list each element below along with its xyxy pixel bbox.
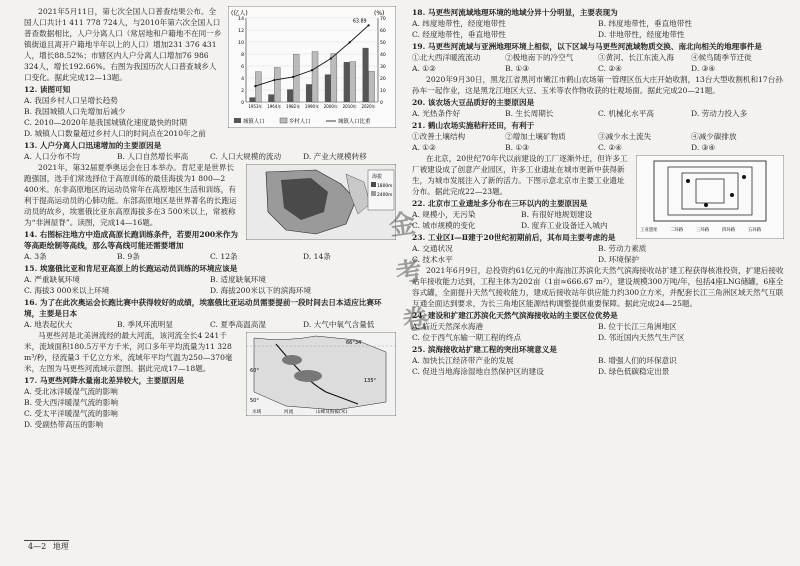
q23-stem: 23. 工业区Ⅰ—Ⅱ建于20世纪初期前后，其布局主要考虑的是 [412, 233, 616, 242]
industrial-site-marker [686, 179, 690, 183]
q19-items [412, 52, 784, 63]
chart-unit-label: (亿人) [231, 10, 248, 17]
q24-option-a[interactable]: A. 临近天然深水海港 [412, 322, 484, 331]
chart-y-tick-label: 4 [241, 77, 244, 82]
q12-option-b[interactable]: B. 我国城镇人口先增加后减少 [24, 107, 126, 116]
left-column [24, 6, 396, 430]
q21-choice-d[interactable]: D. ③④ [691, 143, 716, 152]
q22-stem: 22. 北京市工业遗址多分布在三环以内的主要原因是 [412, 199, 588, 208]
chart-point-rate [292, 76, 294, 78]
q24-stem: 24. 建设和扩建江苏滨化天然气滨海接收站的主要区位优势是 [412, 311, 618, 320]
q17-option-a[interactable]: A. 受北冰洋暖湿气流的影响 [24, 387, 118, 396]
chart-bar-rural [350, 62, 356, 102]
mackenzie-map-svg [246, 332, 396, 416]
q22-option-b[interactable]: B. 有很好地规划建设 [521, 210, 593, 219]
q19-item-4: ④候鸟随季节迁徙 [691, 53, 752, 62]
q22-options [412, 209, 630, 231]
chart-point-rate [254, 85, 256, 87]
q15-options [24, 274, 396, 296]
q17-stem: 17. 马更些河降水量南北差异较大，主要原因是 [24, 376, 185, 385]
q14-options [24, 251, 396, 262]
chart-bar-rural [312, 52, 318, 102]
q18-option-d[interactable]: D. 非地带性，经度地带性 [598, 30, 685, 39]
industrial-site-marker [742, 175, 746, 179]
page-number: 4—2 [28, 542, 47, 551]
legend-swatch-rural [280, 118, 287, 123]
q21-item-3: ③减少水土流失 [598, 132, 652, 141]
intro-12-13: 2021年5月11日，第七次全国人口普查结果公布。全国人口共计1 411 778 724人，与2010年第六次全国人口普查数据相比，人户分离人口（常居地和户籍地不在同一乡镇街道且离开户籍地半年以上的人口）增加231 376 431人，增长88.52%；市辖区内人户分离人口增加76 986 324人，增长192.66%。右图为我国历次人口普查城乡人口变化。据此完成12—13题。 [24, 7, 222, 82]
q24-option-b[interactable]: B. 位于长江三角洲地区 [598, 322, 677, 331]
q20-stem: 20. 该农场大豆品质好的主要原因是 [412, 98, 535, 107]
chart-y2-tick-label: 70 [380, 17, 386, 22]
east-africa-map [246, 164, 396, 240]
chart-y-tick-label: 14 [238, 17, 244, 22]
q15-option-c[interactable]: C. 海拔3 000米以上环境 [24, 286, 110, 295]
q16-option-d[interactable]: D. 大气中氧气含量低 [303, 320, 375, 329]
q20-option-d[interactable]: D. 劳动力投入多 [691, 109, 748, 118]
q16-option-c[interactable]: C. 夏季高温高湿 [210, 320, 266, 329]
intro-17-18: 马更些河是北美洲流经的最大河流，该河流全长4 241千米，流域面积180.5万平方千米，河口多年平均流量为11 328 m³/秒，径流量3 千亿立方米，流域年平均气温为250—370毫米，左图为马更些河流域示意图。据此完成17—18题。 [24, 331, 233, 373]
q20-options [412, 108, 784, 119]
q13-option-b[interactable]: B. 人口自然增长率高 [117, 152, 189, 161]
intro-22-23: 在北京，20世纪70年代以前建设的工厂逐渐外迁，但许多工厂被建设成了创意产业园区，许多工业遗址在城市更新中获得新生，为城市发展注入了新的活力。下图示意北京市主要工业遗址分布。据此完成22—23题。 [412, 154, 628, 196]
q25-option-b[interactable]: B. 增强人们的环保意识 [598, 356, 677, 365]
chart-bar-urban [344, 62, 350, 102]
industrial-site-marker [730, 193, 734, 197]
q20-option-b[interactable]: B. 生长周期长 [505, 109, 554, 118]
q23-options [412, 243, 784, 265]
q13-option-d[interactable]: D. 产业大规模转移 [303, 152, 367, 161]
chart-bar-urban [268, 94, 274, 102]
great-bear-lake-shape [282, 355, 302, 365]
q21-choice-c[interactable]: C. ②④ [598, 143, 622, 152]
beijing-map-svg [636, 155, 784, 239]
map3-legend-e: 五环路 [748, 228, 762, 233]
chart-x-tick-label: 2000年 [323, 104, 338, 109]
chart-data-label-rate: 63.89 [352, 19, 367, 25]
q21-item-1: ①改善土壤结构 [412, 132, 466, 141]
map2-lon-label: 135° [364, 378, 377, 384]
chart-bar-urban [306, 84, 312, 102]
beijing-map [636, 155, 784, 239]
q24-option-d[interactable]: D. 邻近国内天然气生产区 [598, 333, 685, 342]
q25-option-d[interactable]: D. 绿色低碳稳定出景 [598, 367, 670, 376]
population-chart [228, 6, 396, 128]
chart-y-tick-label: 10 [238, 41, 244, 46]
q16-option-a[interactable]: A. 地表起伏大 [24, 320, 73, 329]
q18-options [412, 18, 784, 40]
q25-options [412, 355, 784, 377]
great-slave-lake-shape [294, 370, 322, 382]
industrial-site-marker [704, 203, 708, 207]
q14-option-c[interactable]: C. 12条 [210, 252, 238, 261]
q21-choice-a[interactable]: A. ①② [412, 143, 436, 152]
q19-choices [412, 63, 784, 74]
q18-option-a[interactable]: A. 纬度地带性，经度地带性 [412, 19, 506, 28]
chart-x-tick-label: 1982年 [286, 104, 301, 109]
chart-bar-rural [293, 54, 299, 102]
q17-option-b[interactable]: B. 受大西洋暖湿气流的影响 [24, 398, 118, 407]
chart-bar-rural [255, 72, 261, 102]
q25-stem: 25. 滨海接收站扩建工程的突出环境意义是 [412, 345, 557, 354]
chart-y2-tick-label: 60 [380, 29, 386, 34]
q15-option-b[interactable]: B. 适度缺氧环境 [210, 275, 266, 284]
q23-option-d[interactable]: D. 环境保护 [598, 255, 640, 264]
q19-item-1: ①北大西洋暖流流动 [412, 53, 481, 62]
chart-x-tick-label: 1953年 [248, 104, 263, 109]
q23-option-a[interactable]: A. 交通状况 [412, 244, 453, 253]
q12-option-c[interactable]: C. 2010—2020年是我国城镇化速度最快的时期 [24, 118, 187, 127]
q17-option-d[interactable]: D. 受副热带高压的影响 [24, 420, 103, 429]
q19-choice-d[interactable]: D. ③④ [691, 64, 716, 73]
population-chart-svg [228, 6, 396, 128]
q23-option-b[interactable]: B. 劳动力素质 [598, 244, 647, 253]
chart-y2-tick-label: 20 [380, 77, 386, 82]
q12-stem: 12. 读图可知 [24, 85, 71, 94]
chart-x-tick-label: 2010年 [342, 104, 357, 109]
chart-y-tick-label: 8 [241, 53, 244, 58]
chart-bar-rural [274, 67, 280, 102]
q18-option-b[interactable]: B. 纬度地带性，垂直地带性 [598, 19, 692, 28]
q25-option-a[interactable]: A. 加快长江经济带产业的发展 [412, 356, 514, 365]
q19-stem: 19. 马更些河流域与亚洲地理环境上相似，以下区域与马更些河流域物质交换、南北向相关的地理事件是 [412, 42, 762, 51]
chart-y2-tick-label: 50 [380, 41, 386, 46]
q15-option-d[interactable]: D. 海拔200米以下的滨海环境 [210, 286, 312, 295]
q15-option-a[interactable]: A. 严重缺氧环境 [24, 275, 80, 284]
q23-option-c[interactable]: C. 技术水平 [412, 255, 453, 264]
q19-item-2: ②极地南下的冷空气 [505, 53, 574, 62]
legend-label-urban: 城镇人口 [243, 119, 265, 125]
q18-option-c[interactable]: C. 经度地带性，垂直地带性 [412, 30, 506, 39]
right-column [412, 6, 784, 377]
q19-choice-b[interactable]: B. ①③ [505, 64, 530, 73]
q21-items [412, 131, 784, 142]
q16-stem: 16. 为了在此次奥运会长跑比赛中获得较好的成绩，埃塞俄比亚运动员需要提前一段时间去日本适应比赛环境，主要是日本 [24, 298, 382, 318]
q21-item-4: ④减少碳排放 [691, 132, 737, 141]
q15-stem: 15. 埃塞俄比亚和肯尼亚高原上的长跑运动员训练的环境应该是 [24, 264, 238, 273]
map3-legend-a: 工业遗址 [640, 228, 658, 233]
q19-choice-c[interactable]: C. ②④ [598, 64, 622, 73]
q16-options [24, 319, 396, 330]
chart-x-tick-label: 1964年 [267, 104, 282, 109]
q24-option-c[interactable]: C. 位于西气东输一期工程的终点 [412, 333, 522, 342]
q25-option-c[interactable]: C. 促进当地海涂湿地自然保护区的建设 [412, 367, 544, 376]
map1-legend-a: 1800m [377, 184, 393, 189]
q21-choices [412, 142, 784, 153]
q24-options [412, 321, 784, 343]
q18-stem: 18. 马更些河流域地理环境的地域分异十分明显，主要表现为 [412, 8, 618, 17]
chart-y-tick-label: 6 [241, 65, 244, 70]
q14-option-d[interactable]: D. 14条 [303, 252, 331, 261]
map1-legend-title: 海拔 [372, 174, 383, 180]
chart-point-rate [367, 24, 369, 26]
map3-legend-c: 三环路 [696, 228, 710, 233]
q13-option-c[interactable]: C. 人口大规模的流动 [210, 152, 282, 161]
q20-option-a[interactable]: A. 光热条件好 [412, 109, 461, 118]
q13-option-a[interactable]: A. 人口分布不均 [24, 152, 80, 161]
chart-bar-rural [331, 54, 337, 102]
map1-legend-b: 2400m [377, 193, 393, 198]
chart-x-tick-label: 1990年 [304, 104, 320, 109]
q13-options [24, 151, 396, 162]
chart-point-rate [273, 79, 275, 81]
q21-choice-b[interactable]: B. ①③ [505, 143, 530, 152]
q21-item-2: ②增加土壤矿物质 [505, 132, 566, 141]
chart-bar-urban [287, 89, 293, 102]
map3-legend-d: 四环路 [722, 228, 736, 233]
map3-legend-b: 二环路 [670, 228, 684, 233]
watermark-text: 金考卷 [387, 208, 431, 338]
map2-legend-c: 山峰及海拔(米) [316, 410, 348, 415]
q22-option-c[interactable]: C. 城市规模的变化 [412, 221, 476, 230]
chart-x-tick-label: 2020年 [361, 104, 376, 109]
subject-label: 地理 [52, 542, 69, 551]
q19-choice-a[interactable]: A. ①② [412, 64, 436, 73]
q16-option-b[interactable]: B. 季风环流明显 [117, 320, 173, 329]
q22-option-d[interactable]: D. 度弃工业设备迁入城内 [521, 221, 608, 230]
q13-stem: 13. 人户分离人口迅速增加的主要原因是 [24, 141, 162, 150]
chart-point-rate [349, 41, 351, 43]
page-footer [24, 540, 69, 552]
east-africa-map-svg [246, 164, 396, 240]
chart-y2-tick-label: 10 [380, 89, 386, 94]
chart-y2-tick-label: 30 [380, 65, 386, 70]
chart-bar-urban [325, 74, 331, 102]
chart-point-rate [330, 57, 332, 59]
chart-y-tick-label: 0 [241, 101, 244, 106]
q12-option-d[interactable]: D. 城镇人口数量超过乡村人口的时间点在2010年之前 [24, 129, 206, 138]
mackenzie-river-map [246, 332, 396, 416]
intro-20-21: 2020年9月30日，黑龙江省黑河市嫩江市鹤山农场第一管理区伍大庄开始收割，13台大型收割机和17台孙孙车一起作业，这是黑龙江地区大豆、玉米等农作物收获的壮观场面。据此完成20—21题。 [412, 75, 783, 95]
map2-lat3-label: 50° [250, 398, 259, 404]
chart-bar-urban [249, 97, 255, 102]
chart-legend [234, 117, 371, 125]
q14-option-a[interactable]: A. 3条 [24, 252, 47, 261]
q17-option-c[interactable]: C. 受太平洋暖湿气流的影响 [24, 409, 118, 418]
chart-bar-urban [363, 48, 369, 102]
q14-stem: 14. 右图标注地方中造成高原长跑训练条件，若要用200米作为等高距绘制等高线，那么等高线可能还需要增加 [24, 230, 238, 250]
q22-option-a[interactable]: A. 规模小，无污染 [412, 210, 476, 219]
q20-option-c[interactable]: C. 机械化水平高 [598, 109, 654, 118]
map2-legend-b: 河流 [284, 410, 294, 415]
legend-label-rate: 城镇人口比重 [338, 119, 371, 125]
map2-lat-label: 66°34′ [346, 340, 363, 346]
map2-lat2-label: 60° [250, 368, 259, 374]
chart-y-tick-label: 12 [238, 29, 244, 34]
q12-option-a[interactable]: A. 我国乡村人口呈增长趋势 [24, 96, 118, 105]
legend-label-rural: 乡村人口 [289, 119, 311, 125]
q21-stem: 21. 鹤山农场实施秸秆还田，有利于 [412, 121, 535, 130]
map2-legend-a: 水域 [252, 410, 262, 415]
legend-swatch-urban [234, 118, 241, 123]
q19-item-3: ③黄河、长江东流入海 [598, 53, 674, 62]
chart-y2-tick-label: 0 [380, 101, 383, 106]
chart-y2-tick-label: 40 [380, 53, 386, 58]
q14-option-b[interactable]: B. 9条 [117, 252, 140, 261]
intro-14-16: 2021年，第32届夏季奥运会在日本举办。肯尼亚是世界长跑强国，选手们常选择位于高原训练的最佳海拔为1 800—2 400米。东非高原地区的运动员常年在高原地区生活和训练，有利于提高运动员的心肺功能。东部高原地区是世界著名的长跑运动员的故乡，埃塞俄比亚东高原海拔多在3 500米以上，常被称为“非洲屋脊”。读图，完成14—16题。 [24, 163, 237, 227]
chart-right-unit-label: (%) [374, 10, 385, 17]
chart-y-tick-label: 2 [241, 89, 244, 94]
chart-point-rate [311, 69, 313, 71]
intro-24-25: 2021年6月9日，总投资约61亿元的中海油江苏滨化天然气滨海接收站扩建工程获得核准投资，扩建后接收站年接收能力达到，工程主体为202亩（1亩≈666.67 m²），建设规模300万吨/年，包括4座LNG储罐，6座全容式罐，全面提升天然气接收能力，建成后接收站年供应能力约300立方米，并配套长江三角洲区域天然气互联互通全面达到要求，为长三角地区能源结构调整提供重要保障。据此完成24—25题。 [412, 266, 784, 308]
chart-bar-rural [369, 71, 375, 102]
